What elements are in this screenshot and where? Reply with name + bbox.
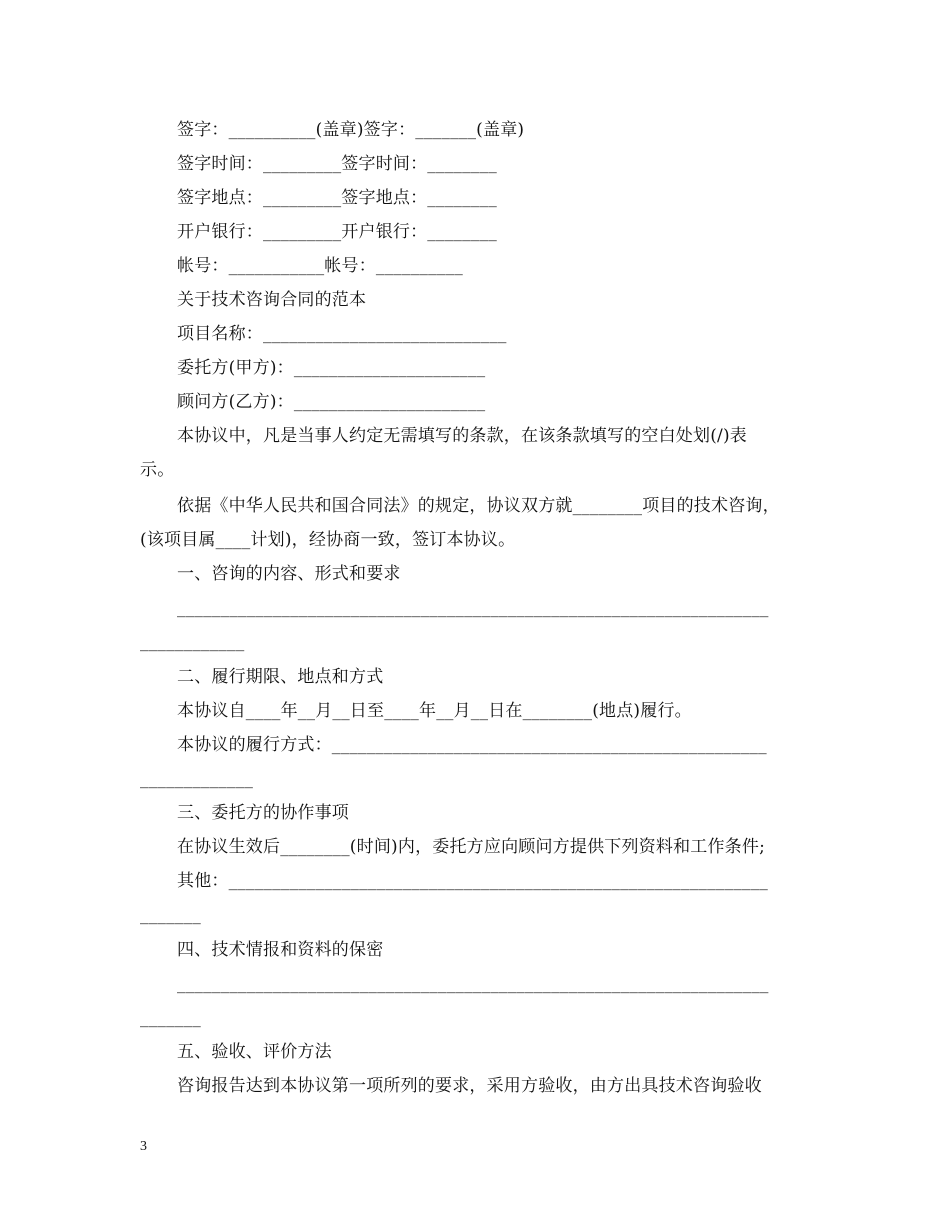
paragraph-text: 其他：______________________________________________________________: [177, 871, 768, 891]
paragraph-text: 本协议中，凡是当事人约定无需填写的条款，在该条款填写的空白处划(/)表: [177, 426, 747, 446]
paragraph-text: (该项目属____计划)，经协商一致，签订本协议。: [140, 530, 516, 550]
paragraph-text: 示。: [140, 460, 175, 480]
blank-line: _____________: [140, 769, 254, 789]
paragraph-text: 依据《中华人民共和国合同法》的规定，协议双方就________项目的技术咨询，: [177, 496, 780, 516]
blank-line: _______: [140, 905, 201, 925]
page-number: 3: [140, 1139, 147, 1154]
bank-line: 开户银行：_________开户银行：________: [177, 222, 497, 242]
blank-line: ____________: [140, 632, 245, 652]
paragraph-text: 在协议生效后________(时间)内，委托方应向顾问方提供下列资料和工作条件;: [177, 837, 765, 857]
blank-line: ____________________________________________________________________: [177, 598, 769, 618]
paragraph-text: 咨询报告达到本协议第一项所列的要求，采用方验收，由方出具技术咨询验收: [177, 1076, 762, 1096]
signature-place-line: 签字地点：_________签字地点：________: [177, 188, 497, 208]
template-title: 关于技术咨询合同的范本: [177, 290, 367, 310]
blank-line: ____________________________________________________________________: [177, 974, 769, 994]
section-heading-4: 四、技术情报和资料的保密: [177, 940, 384, 960]
signature-time-line: 签字时间：_________签字时间：________: [177, 154, 497, 174]
section-heading-1: 一、咨询的内容、形式和要求: [177, 564, 401, 584]
paragraph-text: 本协议自____年__月__日至____年__月__日在________(地点)履行。: [177, 701, 692, 721]
project-name-line: 项目名称：____________________________: [177, 324, 507, 344]
party-a-line: 委托方(甲方)：______________________: [177, 358, 486, 378]
section-heading-3: 三、委托方的协作事项: [177, 803, 349, 823]
blank-line: _______: [140, 1008, 201, 1028]
signature-line: 签字：__________(盖章)签字：_______(盖章): [177, 120, 525, 140]
party-b-line: 顾问方(乙方)：______________________: [177, 392, 486, 412]
account-line: 帐号：___________帐号：__________: [177, 256, 463, 276]
paragraph-text: 本协议的履行方式：__________________________________________________: [177, 735, 767, 755]
section-heading-2: 二、履行期限、地点和方式: [177, 667, 384, 687]
section-heading-5: 五、验收、评价方法: [177, 1042, 332, 1062]
